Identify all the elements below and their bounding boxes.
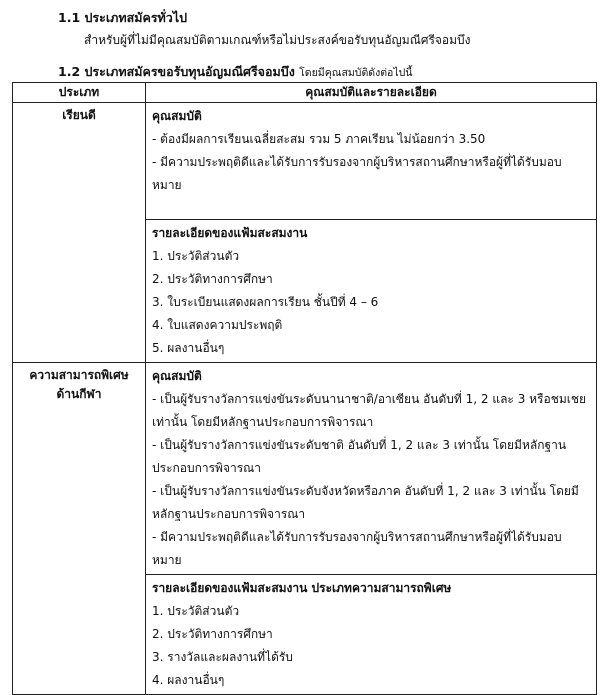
qualifications-heading: คุณสมบัติ bbox=[152, 369, 202, 383]
portfolio-item: 4. ใบแสดงความประพฤติ bbox=[152, 318, 283, 332]
type-label: ด้านกีฬา bbox=[56, 387, 102, 401]
qualification-item: - เป็นผู้รับรางวัลการแข่งขันระดับจังหวัดหรือภาค อันดับที่ 1, 2 และ 3 เท่านั้น โดยมีหลักฐานประกอบการพิจารณา bbox=[152, 484, 579, 521]
section-1-2-title: 1.2 ประเภทสมัครขอรับทุนอัญมณีศรีจอมบึง bbox=[58, 64, 295, 79]
portfolio-heading: รายละเอียดของแฟ้มสะสมงาน bbox=[152, 226, 308, 240]
portfolio-item: 3. รางวัลและผลงานที่ได้รับ bbox=[152, 650, 293, 664]
section-1-1-title: 1.1 ประเภทสมัครทั่วไป bbox=[58, 10, 188, 25]
qualifications-cell-sports bbox=[146, 363, 597, 575]
portfolio-item: 2. ประวัติทางการศึกษา bbox=[152, 627, 273, 641]
portfolio-cell-sports bbox=[146, 575, 597, 695]
qualification-item: - เป็นผู้รับรางวัลการแข่งขันระดับชาติ อันดับที่ 1, 2 และ 3 เท่านั้น โดยมีหลักฐานประกอบการพิจารณา bbox=[152, 438, 567, 475]
portfolio-item: 2. ประวัติทางการศึกษา bbox=[152, 272, 273, 286]
header-details: คุณสมบัติและรายละเอียด bbox=[146, 83, 597, 103]
portfolio-item: 1. ประวัติส่วนตัว bbox=[152, 249, 240, 263]
portfolio-item: 5. ผลงานอื่นๆ bbox=[152, 341, 225, 355]
qualifications-cell-academic bbox=[146, 103, 597, 220]
table-row-academic bbox=[13, 103, 597, 220]
qualification-item: - เป็นผู้รับรางวัลการแข่งขันระดับนานาชาติ/อาเซียน อันดับที่ 1, 2 และ 3 หรือชมเชยเท่านั้น โดยมีหลักฐานประกอบการพิจารณา bbox=[152, 392, 587, 429]
qualification-table bbox=[12, 82, 597, 695]
portfolio-item: 4. ผลงานอื่นๆ bbox=[152, 673, 225, 687]
section-1-2-heading bbox=[58, 62, 412, 82]
qualifications-heading: คุณสมบัติ bbox=[152, 109, 202, 123]
section-1-2-note: โดยมีคุณสมบัติดังต่อไปนี้ bbox=[299, 67, 413, 79]
qualification-item: - มีความประพฤติดีและได้รับการรับรองจากผู้บริหารสถานศึกษาหรือผู้ที่ได้รับมอบหมาย bbox=[152, 530, 562, 567]
section-1-1-description: สำหรับผู้ที่ไม่มีคุณสมบัติตามเกณฑ์หรือไม่ประสงค์ขอรับทุนอัญมณีศรีจอมบึง bbox=[84, 33, 471, 47]
portfolio-cell-academic bbox=[146, 220, 597, 363]
qualification-item: - ต้องมีผลการเรียนเฉลี่ยสะสม รวม 5 ภาคเรียน ไม่น้อยกว่า 3.50 bbox=[152, 132, 486, 146]
portfolio-item: 1. ประวัติส่วนตัว bbox=[152, 604, 240, 618]
type-label: เรียนดี bbox=[62, 108, 96, 122]
table-row-sports bbox=[13, 363, 597, 575]
type-label: ความสามารถพิเศษ bbox=[29, 368, 129, 382]
type-cell-sports bbox=[13, 363, 146, 695]
portfolio-heading: รายละเอียดของแฟ้มสะสมงาน ประเภทความสามารถพิเศษ bbox=[152, 581, 452, 595]
header-type: ประเภท bbox=[13, 83, 146, 103]
portfolio-item: 3. ใบระเบียนแสดงผลการเรียน ชั้นปีที่ 4 – 6 bbox=[152, 295, 379, 309]
qualification-item: - มีความประพฤติดีและได้รับการรับรองจากผู้บริหารสถานศึกษาหรือผู้ที่ได้รับมอบหมาย bbox=[152, 155, 562, 192]
table-header-row bbox=[13, 83, 597, 103]
type-cell-academic bbox=[13, 103, 146, 363]
